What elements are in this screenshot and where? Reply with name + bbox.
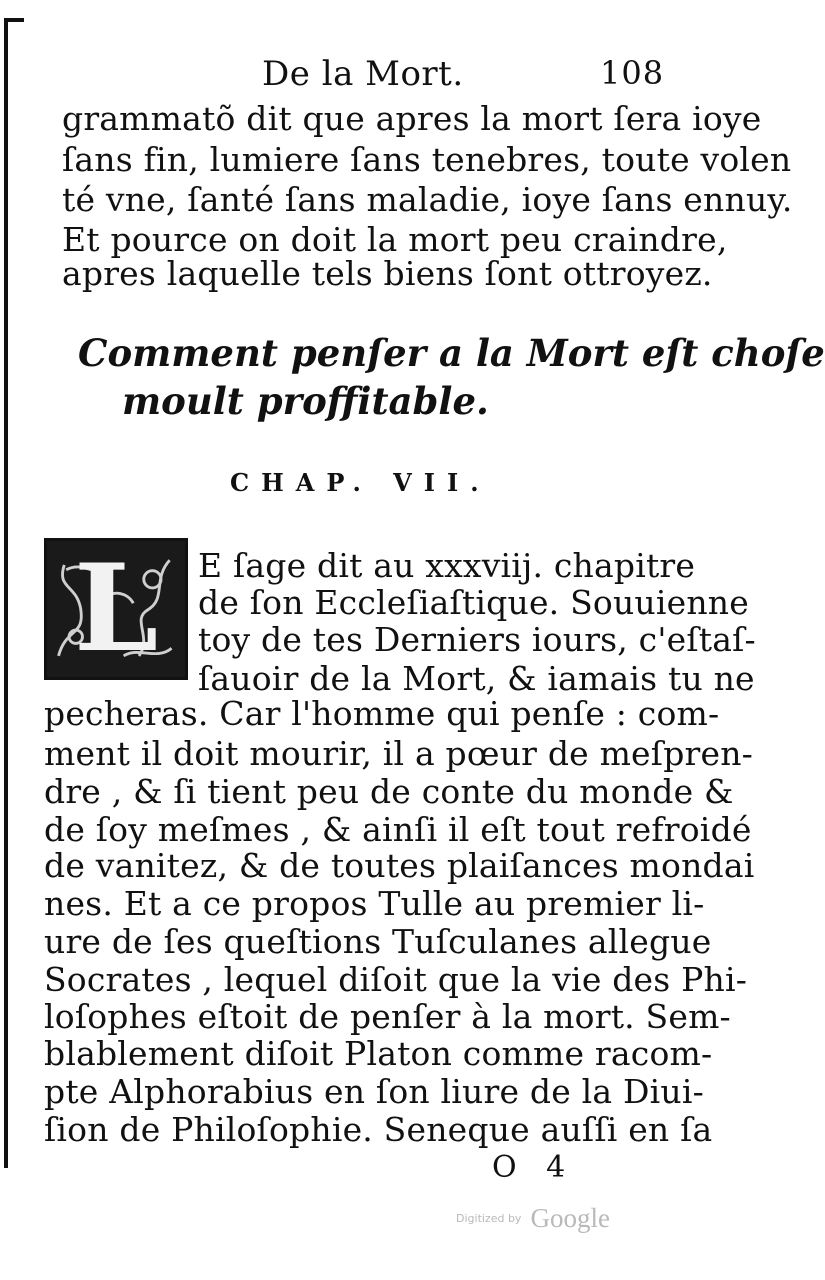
text-line: ſion de Philoſophie. Seneque auſſi en ſa [44, 1110, 713, 1149]
text-line: loſophes eſtoit de penſer à la mort. Sem- [44, 997, 731, 1036]
page-header [0, 50, 825, 98]
text-line: grammatõ dit que apres la mort ſera ioye [62, 99, 762, 138]
text-line: dre , & ſi tient peu de conte du monde & [44, 772, 734, 811]
drop-cap-letter: L [73, 538, 159, 679]
text-line: blablement diſoit Platon comme racom- [44, 1034, 713, 1073]
chapter-heading-line: moult proffitable. [122, 379, 489, 423]
text-line: ſauoir de la Mort, & iamais tu ne [198, 659, 755, 698]
text-line: E ſage dit au xxxviij. chapitre [198, 546, 696, 585]
text-line: pte Alphorabius en ſon liure de la Diui- [44, 1072, 704, 1111]
running-title: De la Mort. [262, 54, 464, 94]
signature-mark: O 4 [492, 1150, 576, 1185]
text-line: nes. Et a ce propos Tulle au premier li- [44, 884, 705, 923]
text-line: ment il doit mourir, il a pœur de meſpren- [44, 734, 754, 773]
drop-cap [44, 538, 188, 680]
text-line: de vanitez, & de toutes plaiſances mondai [44, 846, 755, 885]
text-line: Et pource on doit la mort peu craindre, [62, 220, 728, 259]
text-line: ſans fin, lumiere ſans tenebres, toute volen [62, 140, 792, 179]
page-number: 108 [600, 54, 665, 92]
text-line: toy de tes Derniers iours, c'eſtaſ- [198, 620, 756, 659]
digitized-watermark [456, 1203, 610, 1234]
page-gutter-edge [4, 18, 16, 1168]
text-line: de ſoy meſmes , & ainſi il eſt tout refroidé [44, 810, 752, 849]
text-line: ure de ſes queſtions Tuſculanes allegue [44, 922, 712, 961]
text-line: de ſon Eccleſiaſtique. Souuienne [198, 583, 749, 622]
chapter-heading-line: Comment penſer a la Mort eſt choſe [78, 331, 825, 375]
text-line: pecheras. Car l'homme qui penſe : com- [44, 694, 720, 733]
google-logo: Google [530, 1203, 611, 1233]
watermark-prefix: Digitized by [456, 1212, 522, 1225]
text-line: Socrates , lequel diſoit que la vie des Phi- [44, 960, 748, 999]
page-gutter-cap [4, 18, 24, 22]
text-line: apres laquelle tels biens ſont ottroyez. [62, 254, 713, 293]
chapter-label: CHAP. VII. [230, 468, 491, 497]
text-line: té vne, ſanté ſans maladie, ioye ſans ennuy. [62, 180, 793, 219]
